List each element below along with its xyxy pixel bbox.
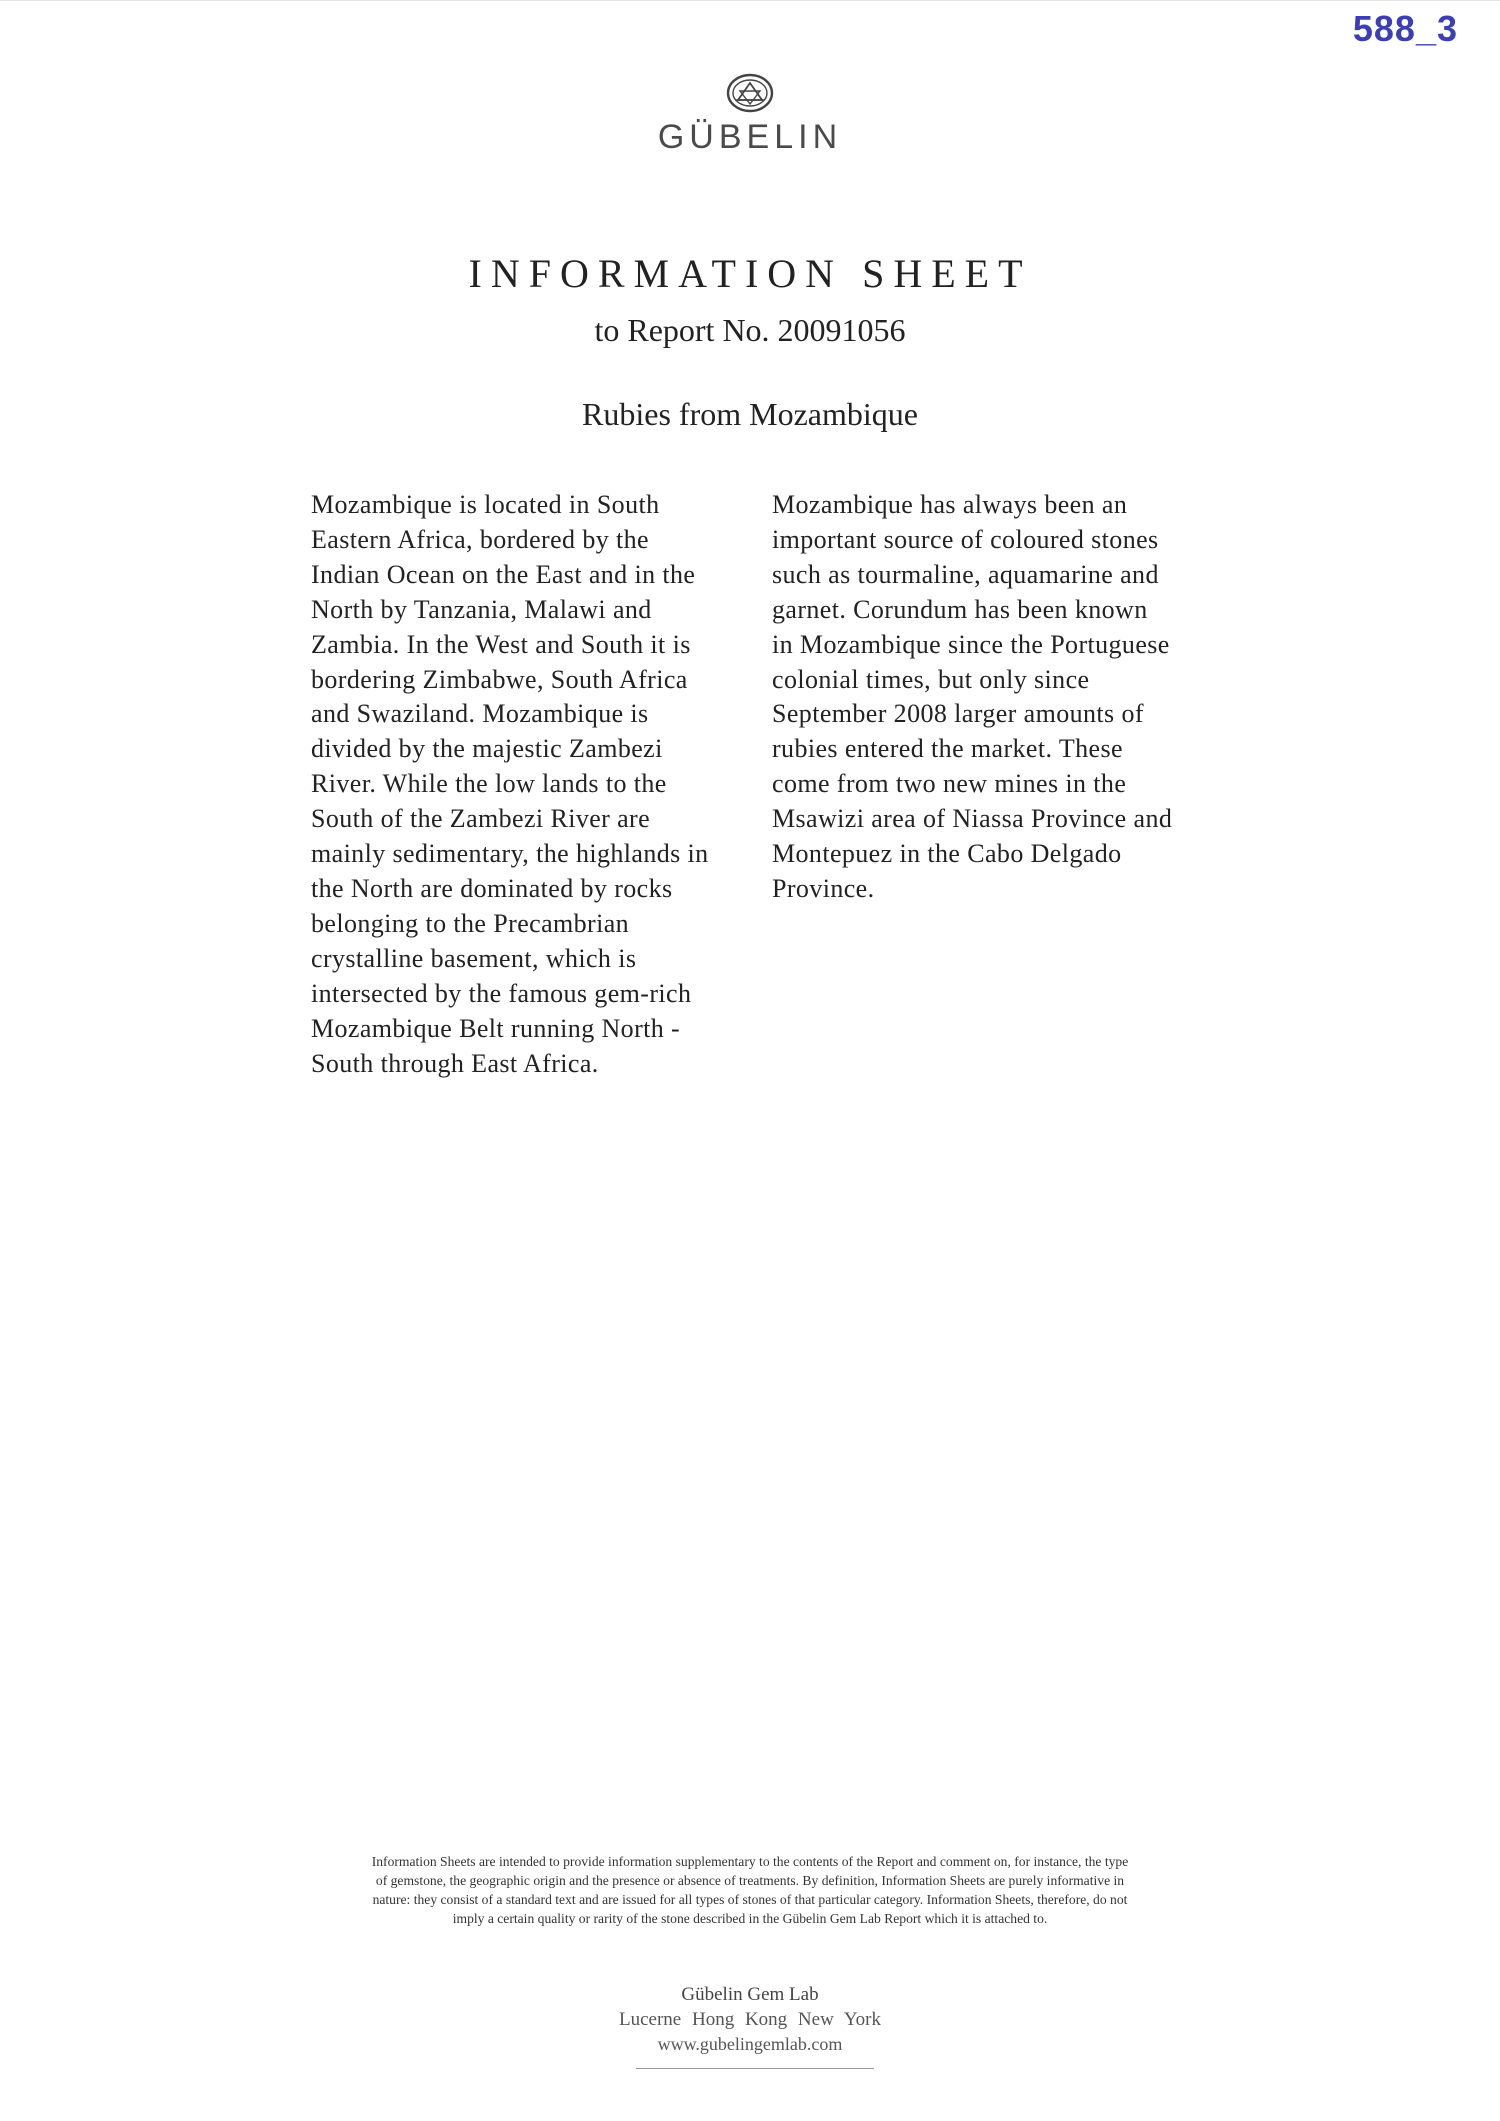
- footer-website-link[interactable]: www.gubelingemlab.com: [657, 2034, 843, 2054]
- text-line: mainly sedimentary, the highlands in: [311, 839, 709, 869]
- text-line: Mozambique is located in South: [311, 490, 660, 519]
- text-line: Eastern Africa, bordered by the: [311, 524, 649, 554]
- disclaimer-line: of gemstone, the geographic origin and the presence or absence of treatments. By definition, Information Sheets are purely informative in: [375, 1873, 1125, 1888]
- text-line: belonging to the Precambrian: [311, 908, 630, 938]
- text-line: and Swaziland. Mozambique is: [311, 699, 649, 729]
- page-id-stamp: 588_3: [1352, 8, 1458, 49]
- text-line: colonial times, but only since: [772, 664, 1090, 694]
- disclaimer-line: imply a certain quality or rarity of the stone described in the Gübelin Gem Lab Report which it is attached to.: [452, 1911, 1048, 1926]
- section-title: Rubies from Mozambique: [582, 396, 918, 432]
- text-line: come from two new mines in the: [772, 769, 1127, 799]
- text-line: in Mozambique since the Portuguese: [772, 629, 1170, 659]
- text-line: September 2008 larger amounts of: [772, 699, 1144, 729]
- text-line: Indian Ocean on the East and in the: [311, 559, 696, 589]
- text-line: North by Tanzania, Malawi and: [311, 594, 652, 624]
- disclaimer-text: [300, 1852, 1200, 1928]
- page-edge-line: [0, 0, 1500, 1]
- gubelin-logo: [0, 72, 1500, 157]
- gubelin-emblem-icon: [725, 72, 775, 114]
- footer-cities: Lucerne Hong Kong New York: [619, 2009, 881, 2030]
- text-line: the North are dominated by rocks: [311, 873, 673, 903]
- text-line: crystalline basement, which is: [311, 943, 637, 973]
- disclaimer-line: nature: they consist of a standard text and are issued for all types of stones of that particular category. Information Sheets, therefore, do not: [372, 1892, 1128, 1907]
- footer: [0, 1982, 1500, 2057]
- text-line: South through East Africa.: [311, 1048, 599, 1078]
- text-line: Province.: [772, 873, 875, 903]
- text-line: garnet. Corundum has been known: [772, 594, 1148, 624]
- text-line: bordering Zimbabwe, South Africa: [311, 664, 688, 694]
- text-line: Mozambique Belt running North -: [311, 1013, 681, 1043]
- text-line: Msawizi area of Niassa Province and: [772, 804, 1173, 834]
- text-line: important source of coloured stones: [772, 524, 1159, 554]
- document-title: INFORMATION SHEET: [468, 251, 1032, 296]
- footer-lab-name: Gübelin Gem Lab: [681, 1984, 819, 2005]
- left-text-column: [311, 488, 751, 1081]
- text-line: divided by the majestic Zambezi: [311, 734, 663, 764]
- right-text-column: [772, 488, 1212, 907]
- text-line: Mozambique has always been an: [772, 490, 1128, 519]
- text-line: rubies entered the market. These: [772, 734, 1123, 764]
- text-line: intersected by the famous gem-rich: [311, 978, 692, 1008]
- text-line: South of the Zambezi River are: [311, 804, 651, 834]
- text-line: Montepuez in the Cabo Delgado: [772, 839, 1122, 869]
- footer-divider: [636, 2068, 874, 2069]
- report-number: to Report No. 20091056: [594, 312, 906, 348]
- text-line: Zambia. In the West and South it is: [311, 629, 691, 659]
- gubelin-wordmark: GÜBELIN: [657, 118, 843, 156]
- text-line: River. While the low lands to the: [311, 769, 667, 799]
- disclaimer-line: Information Sheets are intended to provide information supplementary to the contents of the Report and comment on, for instance, the type: [371, 1854, 1129, 1869]
- text-line: such as tourmaline, aquamarine and: [772, 559, 1159, 589]
